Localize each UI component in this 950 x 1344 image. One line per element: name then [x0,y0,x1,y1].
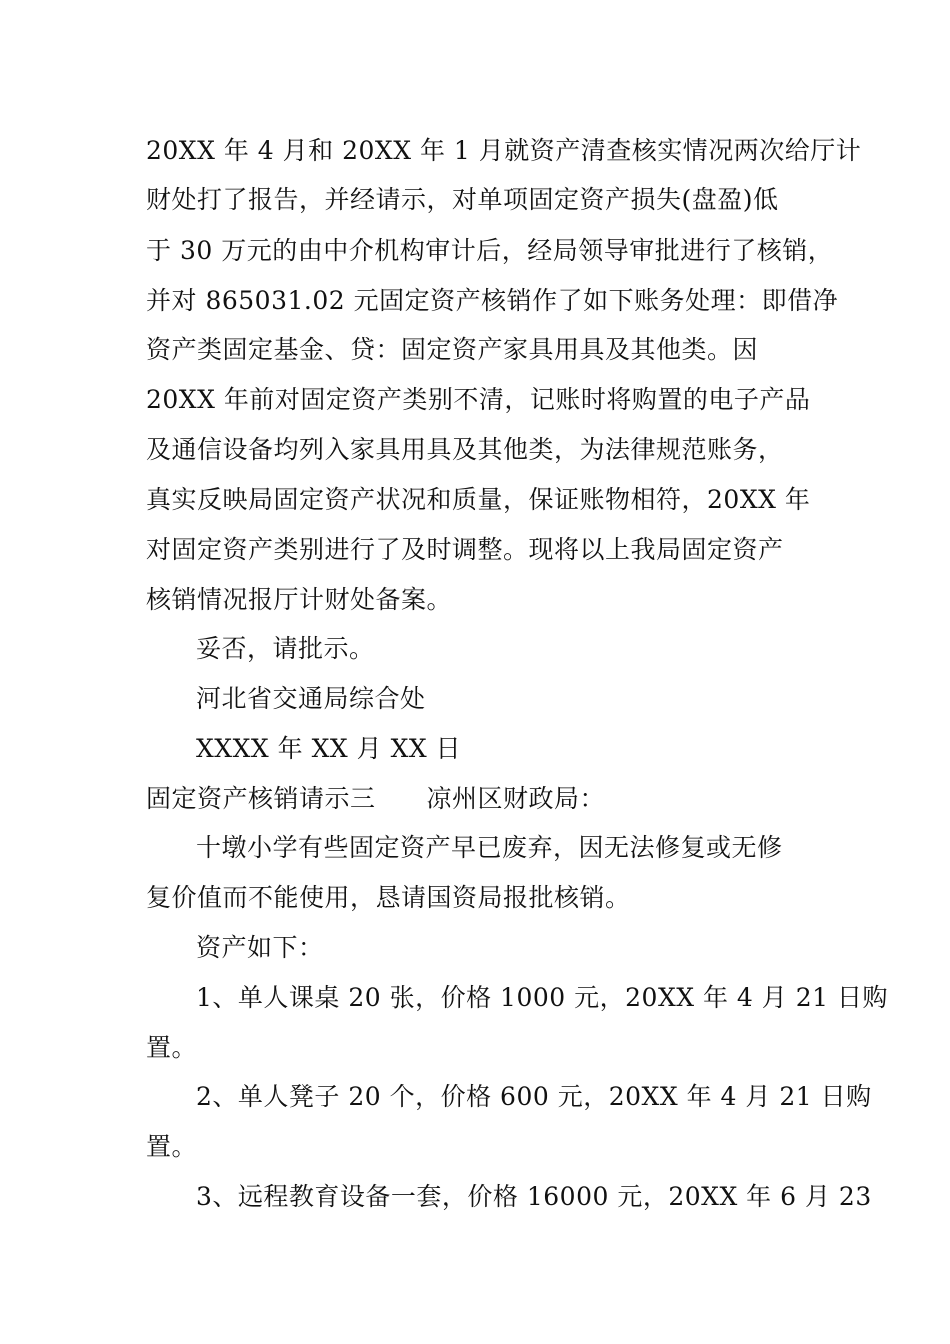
text-line-8: 真实反映局固定资产状况和质量，保证账物相符，20XX 年 [146,485,811,514]
text-line-10: 核销情况报厅计财处备案。 [146,585,453,614]
signature-date: XXXX 年 XX 月 XX 日 [196,734,462,763]
asset-item-2: 2、单人凳子 20 个，价格 600 元，20XX 年 4 月 21 日购 [196,1082,872,1111]
text-line-3: 于 30 万元的由中介机构审计后，经局领导审批进行了核销， [146,236,834,265]
asset-item-1-cont: 置。 [146,1033,198,1062]
text-line-5: 资产类固定基金、贷：固定资产家具用具及其他类。因 [146,335,759,364]
text-line-1: 20XX 年 4 月和 20XX 年 1 月就资产清查核实情况两次给厅计 [146,136,862,165]
approval-request: 妥否，请批示。 [196,634,375,663]
asset-item-2-cont: 置。 [146,1132,198,1161]
text-line-6: 20XX 年前对固定资产类别不清，记账时将购置的电子产品 [146,385,811,414]
text-line-2: 财处打了报告，并经请示，对单项固定资产损失(盘盈)低 [146,185,779,214]
text-line-16: 复价值而不能使用，恳请国资局报批核销。 [146,883,631,912]
text-line-15: 十墩小学有些固定资产早已废弃，因无法修复或无修 [196,833,783,862]
signature-department: 河北省交通局综合处 [196,684,426,713]
text-line-7: 及通信设备均列入家具用具及其他类，为法律规范账务， [146,435,784,464]
text-line-4: 并对 865031.02 元固定资产核销作了如下账务处理：即借净 [146,286,839,315]
section-heading: 固定资产核销请示三 凉州区财政局： [146,784,606,813]
asset-list-heading: 资产如下： [196,933,324,962]
asset-item-1: 1、单人课桌 20 张，价格 1000 元，20XX 年 4 月 21 日购 [196,983,888,1012]
asset-item-3: 3、远程教育设备一套，价格 16000 元，20XX 年 6 月 23 [196,1182,872,1211]
text-line-9: 对固定资产类别进行了及时调整。现将以上我局固定资产 [146,535,784,564]
